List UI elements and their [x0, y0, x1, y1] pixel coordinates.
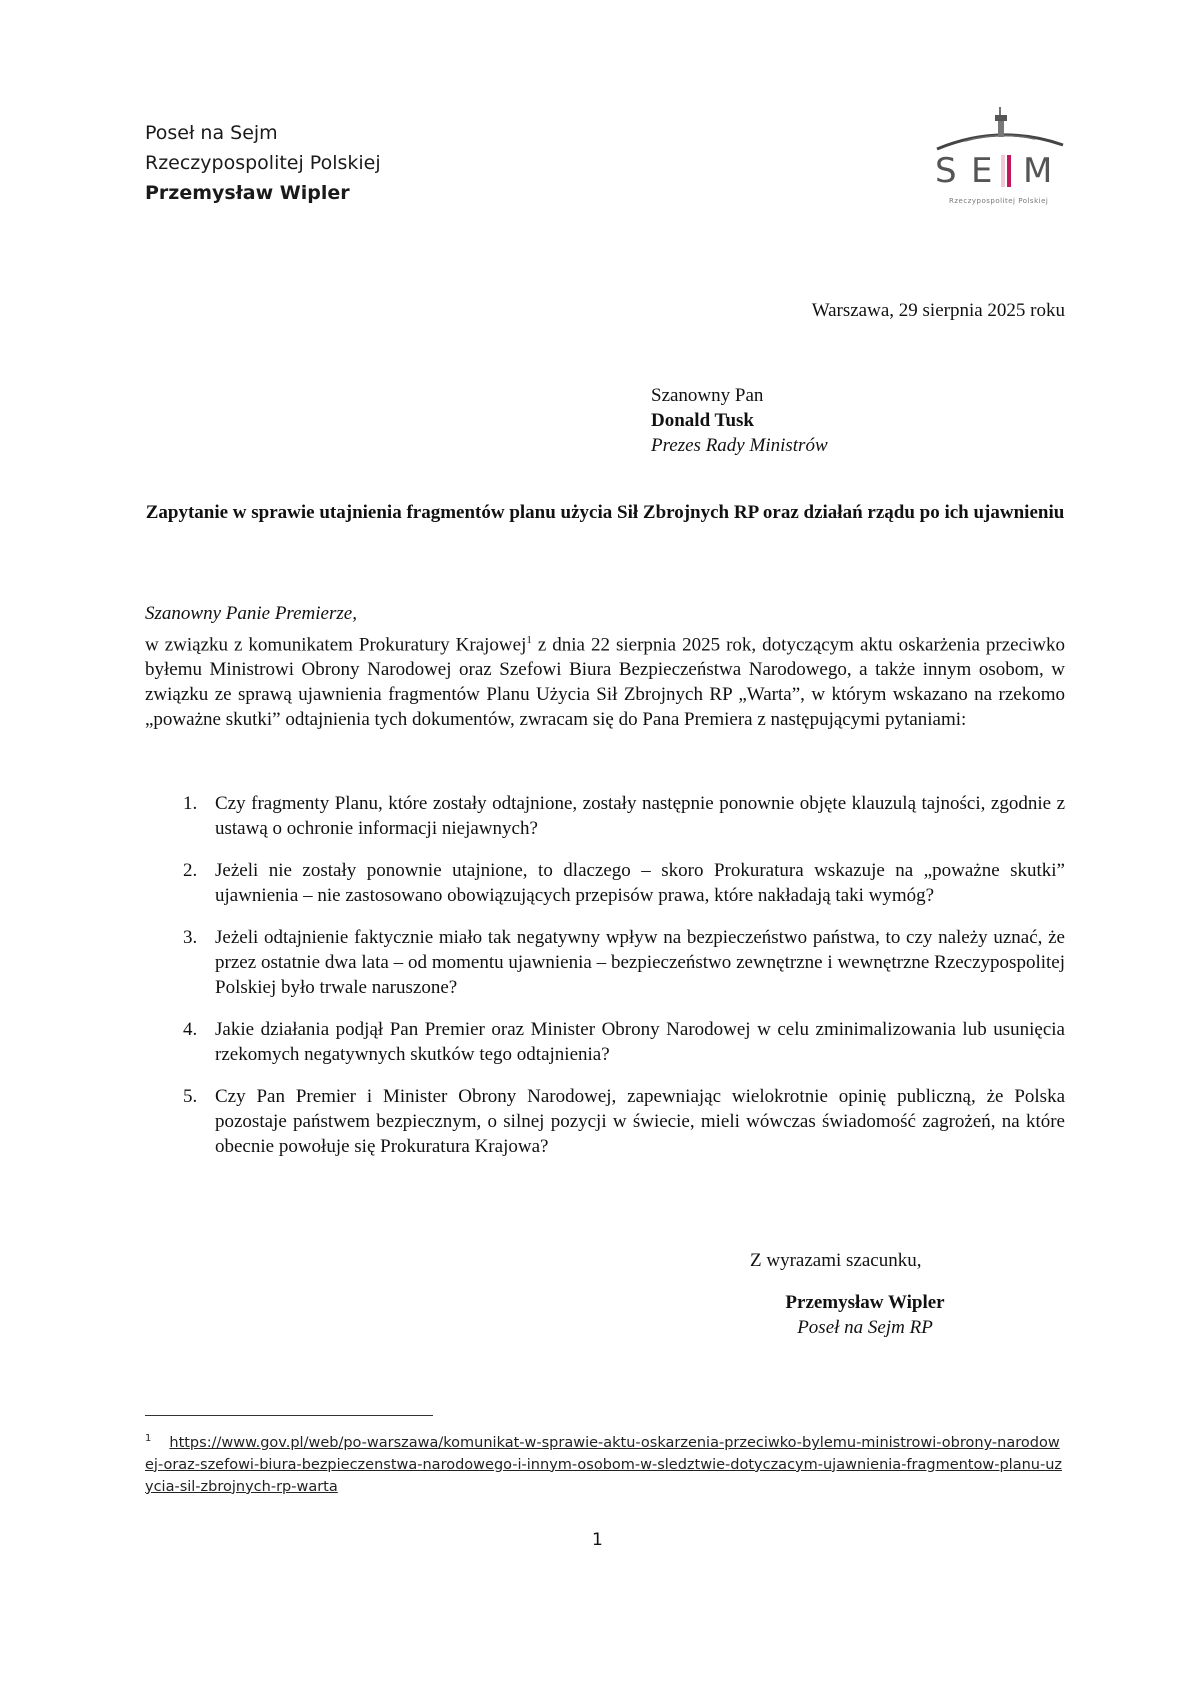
letterhead — [145, 118, 381, 208]
letterhead-name: Przemysław Wipler — [145, 182, 350, 204]
intro-text-start: w związku z komunikatem Prokuratury Krajowej — [145, 634, 527, 656]
footnote-link[interactable]: https://www.gov.pl/web/po-warszawa/komunikat-w-sprawie-aktu-oskarzenia-przeciwko-bylemu-ministrowi-obrony-narodowej-oraz-szefowi-biura-bezpieczenstwa-narodowego-i-innym-osobom-w-sledztwie-dotyczacym-ujawnienia-fragmentow-planu-uzycia-sil-zbrojnych-rp-warta — [145, 1434, 1062, 1495]
letter-date: Warszawa, 29 sierpnia 2025 roku — [811, 300, 1065, 321]
page-number: 1 — [592, 1530, 603, 1550]
question-number: 5. — [183, 1086, 198, 1107]
letter-subject: Zapytanie w sprawie utajnienia fragmentów planu użycia Sił Zbrojnych RP oraz działań rządu po ich ujawnieniu — [145, 502, 1065, 523]
questions-list — [145, 791, 1065, 1176]
signature-title: Poseł na Sejm RP — [797, 1317, 933, 1338]
recipient-block — [651, 383, 828, 458]
sejm-logo-subtitle: Rzeczypospolitej Polskiej — [949, 197, 1049, 205]
closing-phrase: Z wyrazami szacunku, — [750, 1250, 922, 1271]
question-text: Jeżeli odtajnienie faktycznie miało tak negatywny wpływ na bezpieczeństwo państwa, to czy należy uznać, że przez ostatnie dwa lata – od momentu ujawnienia – bezpieczeństwo zewnętrzne i wewnętrzne Rzeczypospolitej Polskiej było trwale naruszone? — [215, 927, 1065, 998]
question-text: Czy fragmenty Planu, które zostały odtajnione, zostały następnie ponownie objęte klauzulą tajności, zgodnie z ustawą o ochronie informacji niejawnych? — [215, 793, 1065, 839]
sejm-wordmark: S E M — [935, 151, 1061, 191]
question-item — [145, 791, 1065, 841]
intro-text-rest: z dnia 22 sierpnia 2025 rok, dotyczącym aktu oskarżenia przeciwko byłemu Ministrowi Obrony Narodowej oraz Szefowi Biura Bezpieczeństwa Narodowego, a także innym osobom, w związku ze sprawą ujawnienia fragmentów Planu Użycia Sił Zbrojnych RP „Warta”, w którym wskazano na rzekomo „poważne skutki” odtajnienia tych dokumentów, zwracam się do Pana Premiera z następującymi pytaniami: — [145, 634, 1066, 731]
question-item — [145, 925, 1065, 1000]
question-item — [145, 1017, 1065, 1067]
question-number: 2. — [183, 860, 198, 881]
recipient-greeting: Szanowny Pan — [651, 385, 764, 406]
footnote-reference[interactable]: 1 — [526, 634, 532, 646]
salutation: Szanowny Panie Premierze, — [145, 603, 357, 624]
footnote-marker: 1 — [145, 1433, 152, 1444]
recipient-title: Prezes Rady Ministrów — [651, 435, 828, 456]
sejm-logo — [935, 105, 1065, 215]
footnote-separator — [145, 1415, 433, 1416]
letterhead-line-2: Rzeczypospolitej Polskiej — [145, 152, 381, 174]
signature-block — [700, 1290, 1030, 1340]
question-number: 4. — [183, 1019, 198, 1040]
question-number: 3. — [183, 927, 198, 948]
signature-name: Przemysław Wipler — [785, 1292, 945, 1313]
question-number: 1. — [183, 793, 198, 814]
question-item — [145, 1084, 1065, 1159]
question-text: Jakie działania podjął Pan Premier oraz Minister Obrony Narodowej w celu zminimalizowania lub usunięcia rzekomych negatywnych skutków tego odtajnienia? — [215, 1019, 1065, 1065]
intro-paragraph — [145, 628, 1065, 732]
sejm-accent-bar — [1007, 155, 1011, 187]
question-text: Jeżeli nie zostały ponownie utajnione, to dlaczego – skoro Prokuratura wskazuje na „poważne skutki” ujawnienia – nie zastosowano obowiązujących przepisów prawa, które nakładają taki wymóg? — [215, 860, 1065, 906]
question-text: Czy Pan Premier i Minister Obrony Narodowej, zapewniając wielokrotnie opinię publiczną, że Polska pozostaje państwem bezpiecznym, o silnej pozycji w świecie, mieli wówczas świadomość zagrożeń, na które obecnie powołuje się Prokuratura Krajowa? — [215, 1086, 1065, 1157]
sejm-roof-icon — [935, 105, 1065, 155]
footnote — [145, 1428, 1065, 1498]
sejm-accent-shade — [1001, 155, 1005, 187]
letterhead-line-1: Poseł na Sejm — [145, 122, 278, 144]
recipient-name: Donald Tusk — [651, 410, 754, 431]
question-item — [145, 858, 1065, 908]
